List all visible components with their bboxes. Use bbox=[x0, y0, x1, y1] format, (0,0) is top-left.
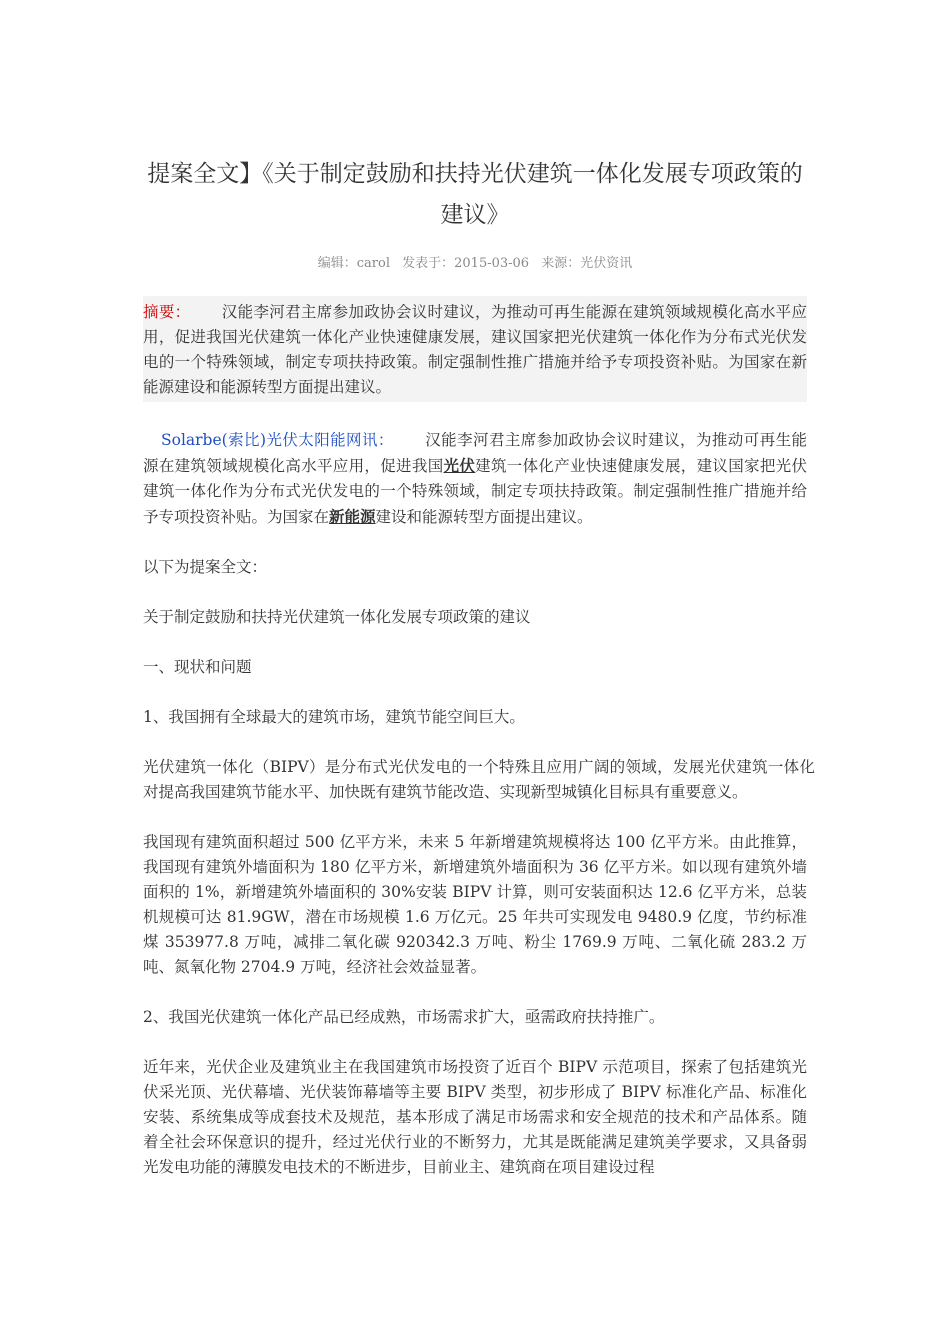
meta-editor: 编辑：carol bbox=[317, 256, 390, 271]
summary-text: 汉能李河君主席参加政协会议时建议，为推动可再生能源在建筑领域规模化高水平应用，促进我国光伏建筑一体化产业快速健康发展，建议国家把光伏建筑一体化作为分布式光伏发电的一个特殊领域，制定专项扶持政策。制定强制性推广措施并给予专项投资补贴。为国家在新能源建设和能源转型方面提出建议。 bbox=[143, 303, 807, 396]
section-heading-1: 一、现状和问题 bbox=[143, 658, 252, 676]
summary-box bbox=[143, 296, 807, 402]
meta-source: 来源：光伏资讯 bbox=[541, 256, 633, 271]
intro-paragraph bbox=[143, 428, 807, 530]
body-paragraph-3: 近年来，光伏企业及建筑业主在我国建筑市场投资了近百个 BIPV 示范项目，探索了包括建筑光伏采光顶、光伏幕墙、光伏装饰幕墙等主要 BIPV 类型，初步形成了 BIPV 标准化产品、标准化安装、系统集成等成套技术及规范，基本形成了满足市场需求和安全规范的技术和产品体系。随着全社会环保意识的提升，经过光伏行业的不断努力，尤其是既能满足建筑美学要求，又具备弱光发电功能的薄膜发电技术的不断进步，目前业主、建筑商在项目建设过程 bbox=[143, 1058, 807, 1176]
keyword-link-pv[interactable]: 光伏 bbox=[443, 456, 476, 475]
intro-text-1: 汉能李河君主席参加政协会议时建议，为推动可再生能源在建筑领域规模化高水平应用，促进我国 bbox=[143, 431, 807, 475]
article-body bbox=[143, 148, 815, 1180]
keyword-link-new-energy[interactable]: 新能源 bbox=[329, 507, 376, 526]
intro-text-2: 建筑一体化产业快速健康发展，建议国家把光伏建筑一体化作为分布式光伏发电的一个特殊领域，制定专项扶持政策。制定强制性推广措施并给予专项投资补贴。为国家在 bbox=[143, 457, 807, 526]
article-meta bbox=[143, 254, 807, 274]
proposal-title: 关于制定鼓励和扶持光伏建筑一体化发展专项政策的建议 bbox=[143, 608, 531, 626]
body-paragraph-2: 我国现有建筑面积超过 500 亿平方米，未来 5 年新增建筑规模将达 100 亿平方米。由此推算，我国现有建筑外墙面积为 180 亿平方米，新增建筑外墙面积为 36 亿平方米。如以现有建筑外墙面积的 1%，新增建筑外墙面积的 30%安装 BIPV 计算，则可安装面积达 12.6 亿平方米，总装机规模可达 81.9GW，潜在市场规模 1.6 万亿元。25 年共可实现发电 9480.9 亿度，节约标准煤 353977.8 万吨，减排二氧化碳 920342.3 万吨、粉尘 1769.9 万吨、二氧化硫 283.2 万吨、氮氧化物 2704.9 万吨，经济社会效益显著。 bbox=[143, 833, 807, 976]
news-source-label: Solarbe(索比)光伏太阳能网讯： bbox=[161, 431, 394, 449]
lead-line: 以下为提案全文： bbox=[143, 558, 268, 576]
point-heading-2: 2、我国光伏建筑一体化产品已经成熟，市场需求扩大，亟需政府扶持推广。 bbox=[143, 1008, 665, 1026]
body-paragraph-1: 光伏建筑一体化（BIPV）是分布式光伏发电的一个特殊且应用广阔的领域，发展光伏建筑一体化对提高我国建筑节能水平、加快既有建筑节能改造、实现新型城镇化目标具有重要意义。 bbox=[143, 758, 815, 801]
intro-text-3: 建设和能源转型方面提出建议。 bbox=[375, 508, 593, 526]
meta-published: 发表于：2015-03-06 bbox=[402, 256, 530, 271]
article-title: 提案全文】《关于制定鼓励和扶持光伏建筑一体化发展专项政策的建议》 bbox=[147, 161, 803, 228]
summary-label: 摘要： bbox=[143, 303, 191, 321]
point-heading-1: 1、我国拥有全球最大的建筑市场，建筑节能空间巨大。 bbox=[143, 708, 525, 726]
